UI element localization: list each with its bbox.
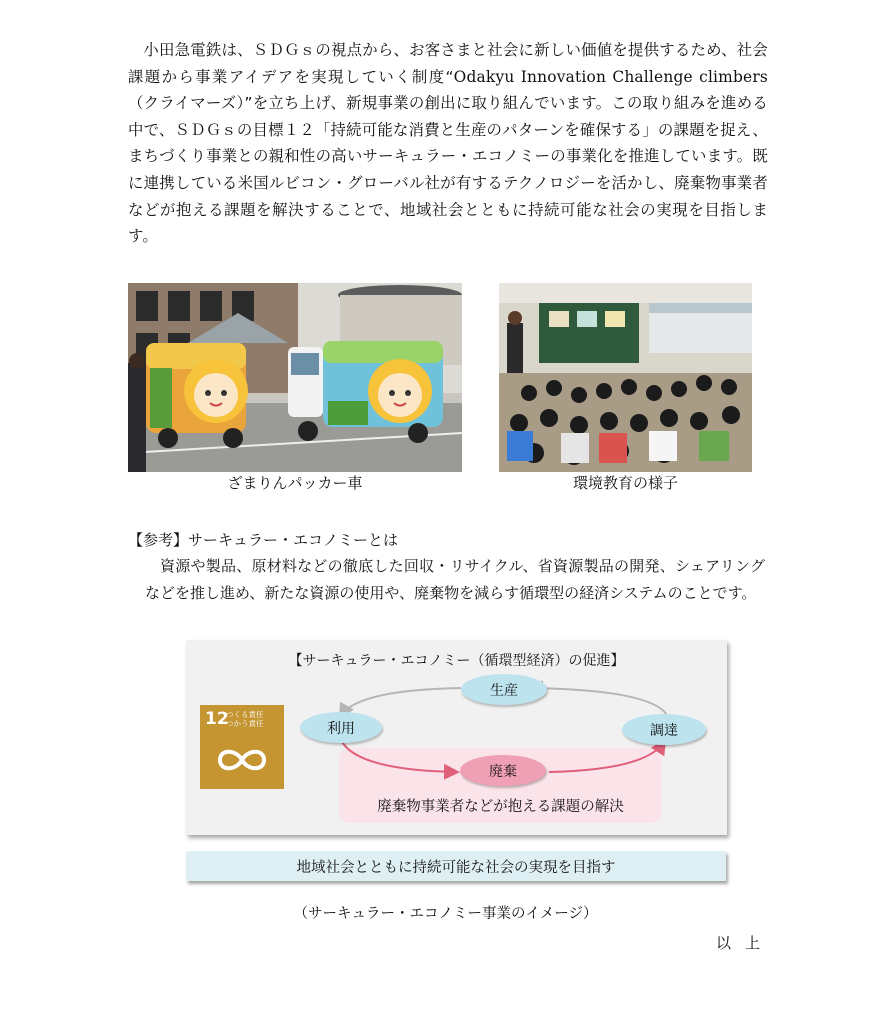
node-use: 利用 bbox=[300, 712, 382, 743]
packer-truck-photo bbox=[128, 283, 462, 472]
sdg12-tile bbox=[200, 705, 284, 789]
node-disposal: 廃棄 bbox=[460, 755, 546, 786]
environmental-education-caption: 環境教育の様子 bbox=[572, 474, 678, 492]
reference-body: 資源や製品、原材料などの徹底した回収・リサイクル、省資源製品の開発、シェアリングなどを推し進め、新たな資源の使用や、廃棄物を減らす循環型の経済システムのことです。 bbox=[145, 557, 765, 602]
solution-label: 廃棄物事業者などが抱える課題の解決 bbox=[377, 799, 624, 815]
node-procurement: 調達 bbox=[622, 714, 706, 745]
sdg-label-line1: つくる責任 bbox=[226, 710, 264, 719]
intro-paragraph bbox=[128, 37, 768, 250]
sdg-number: 12 bbox=[205, 709, 229, 729]
intro-text-part1: 小田急電鉄は、ＳＤＧｓの視点から、お客さまと社会に新しい価値を提供するため、社会課題から事業アイデアを実現していく制度“ bbox=[128, 41, 768, 86]
reference-heading: 【参考】サーキュラー・エコノミーとは bbox=[128, 531, 399, 549]
goal-bar: 地域社会とともに持続可能な社会の実現を目指す bbox=[186, 851, 726, 881]
environmental-education-photo bbox=[499, 283, 752, 472]
node-production: 生産 bbox=[461, 674, 547, 705]
sdg-label-line2: つかう責任 bbox=[226, 719, 264, 728]
diagram-title: 【サーキュラー・エコノミー（循環型経済）の促進】 bbox=[288, 653, 625, 669]
closing-mark: 以上 bbox=[716, 934, 775, 952]
intro-text-part2: （クライマーズ）”を立ち上げ、新規事業の創出に取り組んでいます。この取り組みを進める中で、ＳＤＧｓの目標１２「持続可能な消費と生産のパターンを確保する」の課題を捉え、まちづくり事業との親和性の高いサーキュラー・エコノミーの事業化を推進しています。既に連携している米国ルビコン・グローバル社が有するテクノロジーを活かし、廃棄物事業者などが抱える課題を解決することで、地域社会とともに持続可能な社会の実現を目指します。 bbox=[128, 94, 768, 246]
infinity-icon bbox=[214, 745, 270, 775]
diagram-caption: （サーキュラー・エコノミー事業のイメージ） bbox=[293, 906, 598, 922]
circular-economy-diagram bbox=[186, 640, 727, 835]
packer-truck-caption: ざまりんパッカー車 bbox=[227, 474, 363, 492]
intro-text-latin: Odakyu Innovation Challenge climbers bbox=[453, 67, 768, 86]
